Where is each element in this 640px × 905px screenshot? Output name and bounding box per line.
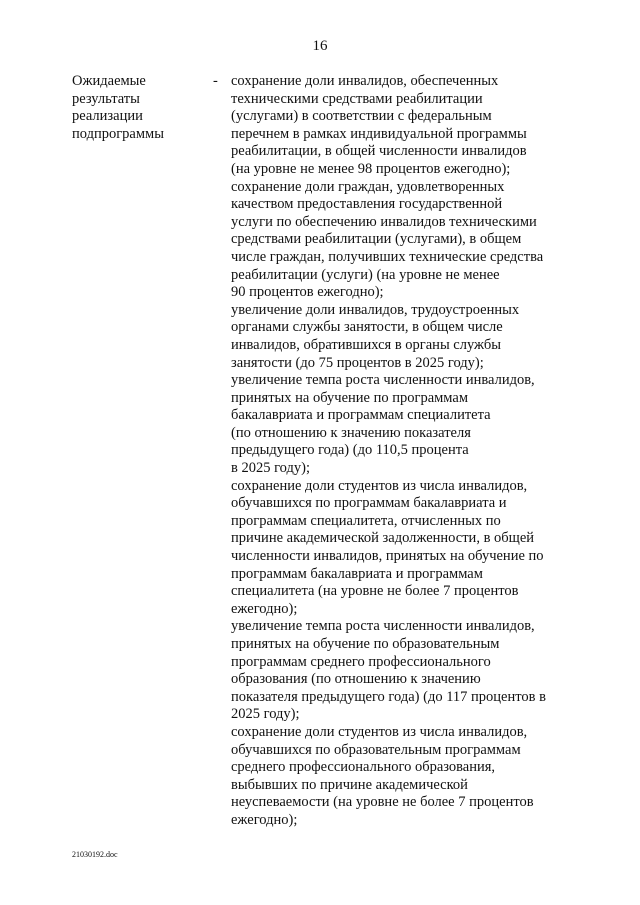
result-line: сохранение доли студентов из числа инвалидов,	[231, 477, 528, 494]
result-line: программам специалитета, отчисленных по	[231, 512, 501, 529]
result-line: причине академической задолженности, в общей	[231, 530, 535, 547]
section-label-line: реализации	[72, 108, 143, 125]
result-line: (услугами) в соответствии с федеральным	[231, 108, 492, 125]
page-number: 16	[312, 38, 328, 54]
result-line: неуспеваемости (на уровне не более 7 процентов	[231, 794, 534, 811]
result-line: численности инвалидов, принятых на обучение по	[231, 548, 544, 565]
result-line: принятых на обучение по образовательным	[231, 636, 500, 652]
result-item	[231, 478, 576, 619]
result-line: реабилитации (услуги) (на уровне не менее	[231, 266, 500, 283]
result-line: (на уровне не менее 98 процентов ежегодно);	[231, 160, 511, 177]
result-line: 90 процентов ежегодно);	[231, 284, 384, 301]
result-line: программам среднего профессионального	[231, 653, 491, 670]
result-line: в 2025 году);	[231, 460, 310, 477]
result-line: предыдущего года) (до 110,5 процента	[231, 442, 469, 459]
result-line: специалитета (на уровне не более 7 процентов	[231, 583, 519, 600]
result-line: ежегодно);	[231, 600, 298, 617]
result-line: 2025 году);	[231, 706, 300, 723]
result-line: числе граждан, получивших технические средства	[231, 248, 544, 265]
result-item	[231, 302, 576, 372]
result-line: увеличение темпа роста численности инвалидов,	[231, 618, 535, 635]
result-line: реабилитации, в общей численности инвалидов	[231, 143, 527, 160]
document-filename: 21030192.doc	[72, 850, 118, 859]
section-label	[72, 73, 197, 143]
result-line: (по отношению к значению показателя	[231, 424, 471, 441]
result-line: ежегодно);	[231, 811, 298, 828]
separator-dash: -	[213, 73, 218, 89]
result-line: программам бакалавриата и программам	[231, 565, 483, 582]
result-line: обучавшихся по программам бакалавриата и	[231, 495, 507, 512]
section-label-line: подпрограммы	[72, 125, 164, 142]
section-label-line: Ожидаемые	[72, 73, 146, 89]
result-line: сохранение доли студентов из числа инвалидов,	[231, 723, 528, 740]
result-line: техническими средствами реабилитации	[231, 90, 483, 107]
result-line: перечнем в рамках индивидуальной программы	[231, 125, 527, 142]
result-line: сохранение доли граждан, удовлетворенных	[231, 178, 505, 195]
result-line: бакалавриата и программам специалитета	[231, 407, 491, 424]
section-label-line: результаты	[72, 90, 140, 107]
result-line: показателя предыдущего года) (до 117 процентов в	[231, 688, 546, 705]
result-item	[231, 179, 576, 302]
result-line: среднего профессионального образования,	[231, 759, 496, 776]
expected-results-list	[231, 73, 576, 830]
result-line: принятых на обучение по программам	[231, 389, 468, 406]
result-line: органами службы занятости, в общем числе	[231, 319, 503, 336]
result-line: средствами реабилитации (услугами), в общем	[231, 231, 522, 248]
result-line: занятости (до 75 процентов в 2025 году);	[231, 354, 484, 371]
result-line: сохранение доли инвалидов, обеспеченных	[231, 73, 499, 89]
result-item	[231, 618, 576, 724]
result-line: увеличение доли инвалидов, трудоустроенных	[231, 301, 520, 318]
result-line: увеличение темпа роста численности инвалидов,	[231, 372, 535, 389]
result-line: качеством предоставления государственной	[231, 196, 503, 213]
result-line: услуги по обеспечению инвалидов техническими	[231, 213, 537, 230]
result-item	[231, 724, 576, 830]
result-line: обучавшихся по образовательным программам	[231, 741, 521, 758]
result-item	[231, 73, 576, 179]
result-line: образования (по отношению к значению	[231, 671, 481, 688]
result-line: выбывших по причине академической	[231, 776, 468, 793]
result-item	[231, 372, 576, 478]
result-line: инвалидов, обратившихся в органы службы	[231, 336, 501, 353]
